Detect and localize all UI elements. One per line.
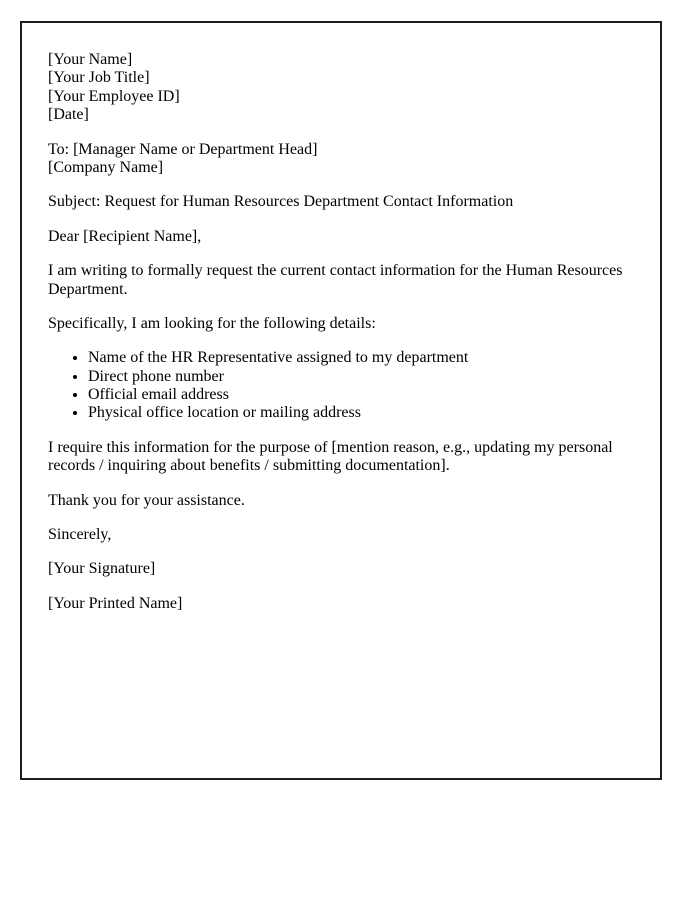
recipient-company: [Company Name]	[48, 158, 164, 176]
intro-paragraph: I am writing to formally request the current contact information for the Human Resources Department.	[48, 262, 623, 298]
letter-page	[20, 21, 662, 780]
closing-line: Sincerely,	[48, 526, 112, 544]
sender-block	[48, 51, 634, 125]
details-lead-paragraph: Specifically, I am looking for the following details:	[48, 314, 376, 332]
sender-job-title: [Your Job Title]	[48, 69, 150, 87]
letter-date: [Date]	[48, 106, 89, 124]
list-item-email-address: • Official email address	[88, 386, 634, 404]
list-item-hr-representative: • Name of the HR Representative assigned to my department	[88, 349, 634, 367]
sender-name: [Your Name]	[48, 51, 133, 68]
details-list	[48, 349, 634, 423]
recipient-block	[48, 141, 634, 178]
reason-paragraph: I require this information for the purpose of [mention reason, e.g., updating my personal records / inquiring about benefits / submitting documentation].	[48, 438, 613, 475]
list-item-office-location: • Physical office location or mailing address	[88, 404, 634, 422]
recipient-to-line: To: [Manager Name or Department Head]	[48, 140, 318, 158]
subject-line: Subject: Request for Human Resources Department Contact Information	[48, 193, 514, 211]
sender-employee-id: [Your Employee ID]	[48, 87, 180, 105]
list-item-phone-number: • Direct phone number	[88, 368, 634, 386]
thanks-paragraph: Thank you for your assistance.	[48, 491, 245, 509]
salutation: Dear [Recipient Name],	[48, 227, 202, 245]
printed-name-placeholder: [Your Printed Name]	[48, 594, 183, 612]
signature-placeholder: [Your Signature]	[48, 560, 156, 578]
